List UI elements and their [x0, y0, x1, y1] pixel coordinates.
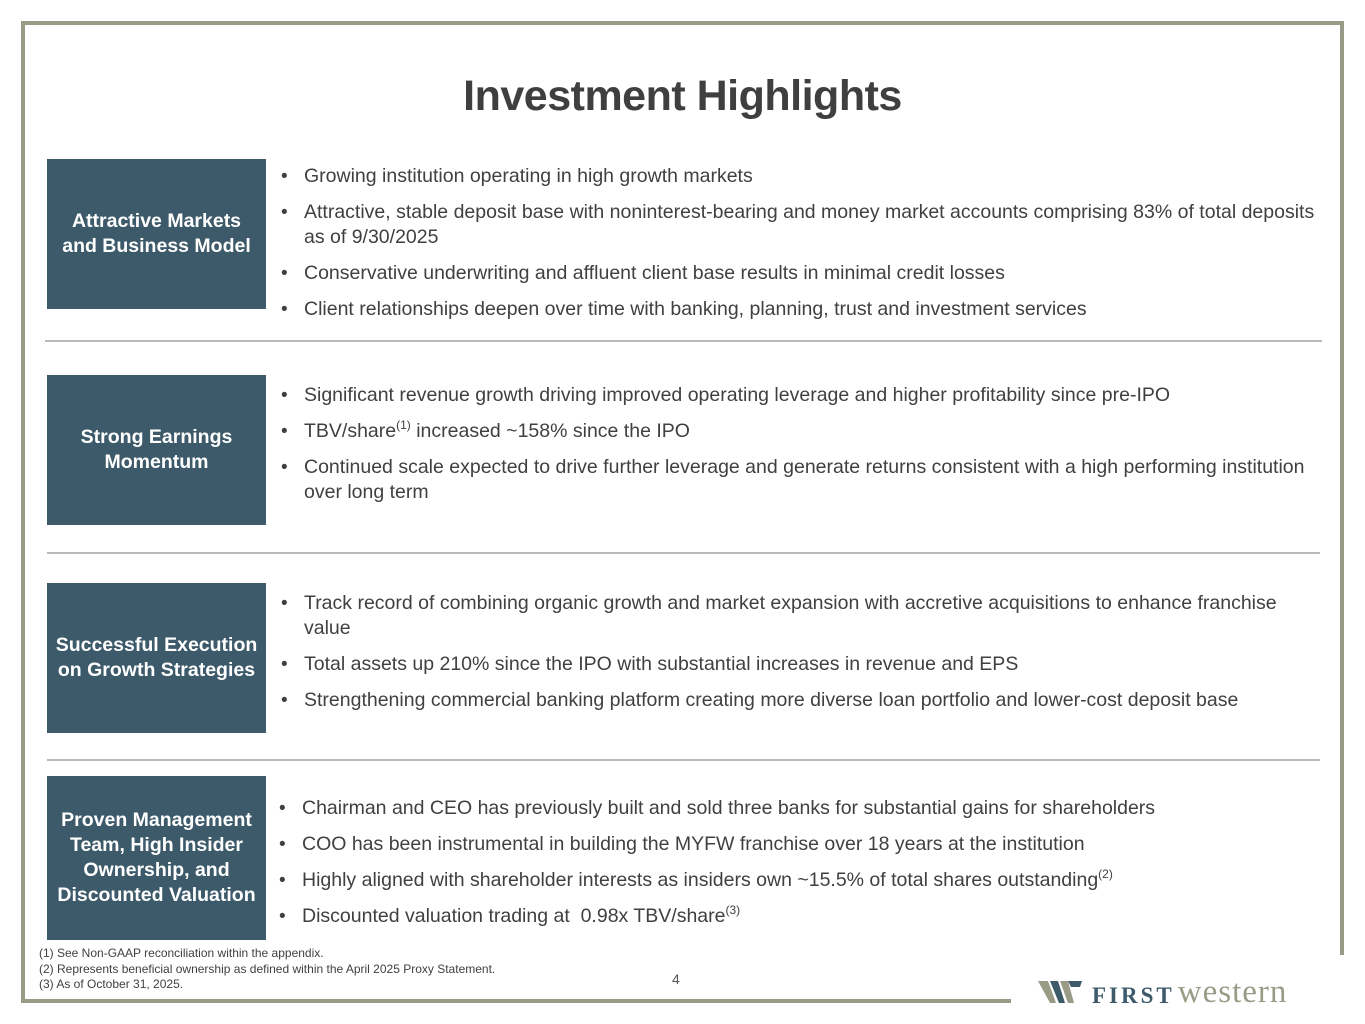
footnotes — [39, 946, 495, 993]
frame-bottom-border — [21, 999, 1011, 1003]
logo-text-first: FIRST — [1092, 982, 1175, 1008]
bullet-item: • Significant revenue growth driving improved operating leverage and higher profitability since pre-IPO — [281, 383, 1321, 408]
bullet-item — [279, 904, 1319, 929]
bullet-item: • Chairman and CEO has previously built and sold three banks for substantial gains for shareholders — [279, 796, 1319, 821]
bullet-item: • Continued scale expected to drive further leverage and generate returns consistent with a high performing institution over long term — [281, 455, 1321, 505]
bullet-item — [279, 868, 1319, 893]
frame-right-border — [1340, 21, 1344, 955]
bullet-text: TBV/share — [304, 420, 397, 442]
frame-top-border — [21, 21, 1344, 25]
section-divider — [47, 759, 1320, 761]
bullet-item: • Strengthening commercial banking platform creating more diverse loan portfolio and lower-cost deposit base — [281, 688, 1321, 713]
section-label-management: Proven Management Team, High Insider Ownership, and Discounted Valuation — [47, 776, 266, 940]
footnote: (2) Represents beneficial ownership as defined within the April 2025 Proxy Statement. — [39, 961, 496, 976]
page-title: Investment Highlights — [463, 72, 902, 120]
section-bullets-execution — [281, 591, 1321, 724]
bullet-item: • Conservative underwriting and affluent client base results in minimal credit losses — [281, 261, 1321, 286]
bullet-item: • Total assets up 210% since the IPO with substantial increases in revenue and EPS — [281, 652, 1321, 677]
footnote-ref: (3) — [725, 903, 741, 917]
footnote-ref: (2) — [1098, 867, 1113, 881]
bullet-text: increased ~158% since the IPO — [410, 420, 690, 442]
bullet-text: Highly aligned with shareholder interests as insiders own ~15.5% of total shares outstanding — [302, 869, 1099, 891]
section-bullets-markets — [281, 164, 1321, 333]
section-bullets-management — [279, 796, 1319, 940]
footnote: (1) See Non-GAAP reconciliation within the appendix. — [39, 946, 324, 960]
section-bullets-earnings — [281, 383, 1321, 516]
bullet-item: • COO has been instrumental in building the MYFW franchise over 18 years at the institution — [279, 832, 1319, 857]
page-number: 4 — [672, 971, 680, 987]
section-divider — [47, 552, 1320, 554]
section-label-markets: Attractive Markets and Business Model — [47, 159, 266, 309]
footnote: (3) As of October 31, 2025. — [39, 977, 184, 991]
bullet-item: • Attractive, stable deposit base with noninterest-bearing and money market accounts comprising 83% of total deposits as of 9/30/2025 — [281, 200, 1321, 250]
bullet-item: • Client relationships deepen over time with banking, planning, trust and investment services — [281, 297, 1321, 322]
bullet-text: Discounted valuation trading at 0.98x TBV/share — [302, 905, 726, 927]
company-logo — [1038, 974, 1287, 1011]
section-label-execution: Successful Execution on Growth Strategies — [47, 583, 266, 733]
bullet-item — [281, 419, 1321, 444]
logo-w-mark-icon — [1038, 979, 1082, 1007]
logo-text-western: western — [1177, 974, 1288, 1010]
bullet-item: • Track record of combining organic growth and market expansion with accretive acquisitions to enhance franchise value — [281, 591, 1321, 641]
section-label-earnings: Strong Earnings Momentum — [47, 375, 266, 525]
section-divider — [45, 340, 1322, 342]
frame-left-border — [21, 21, 25, 1003]
footnote-ref: (1) — [396, 418, 411, 432]
bullet-item: • Growing institution operating in high growth markets — [281, 164, 1321, 189]
